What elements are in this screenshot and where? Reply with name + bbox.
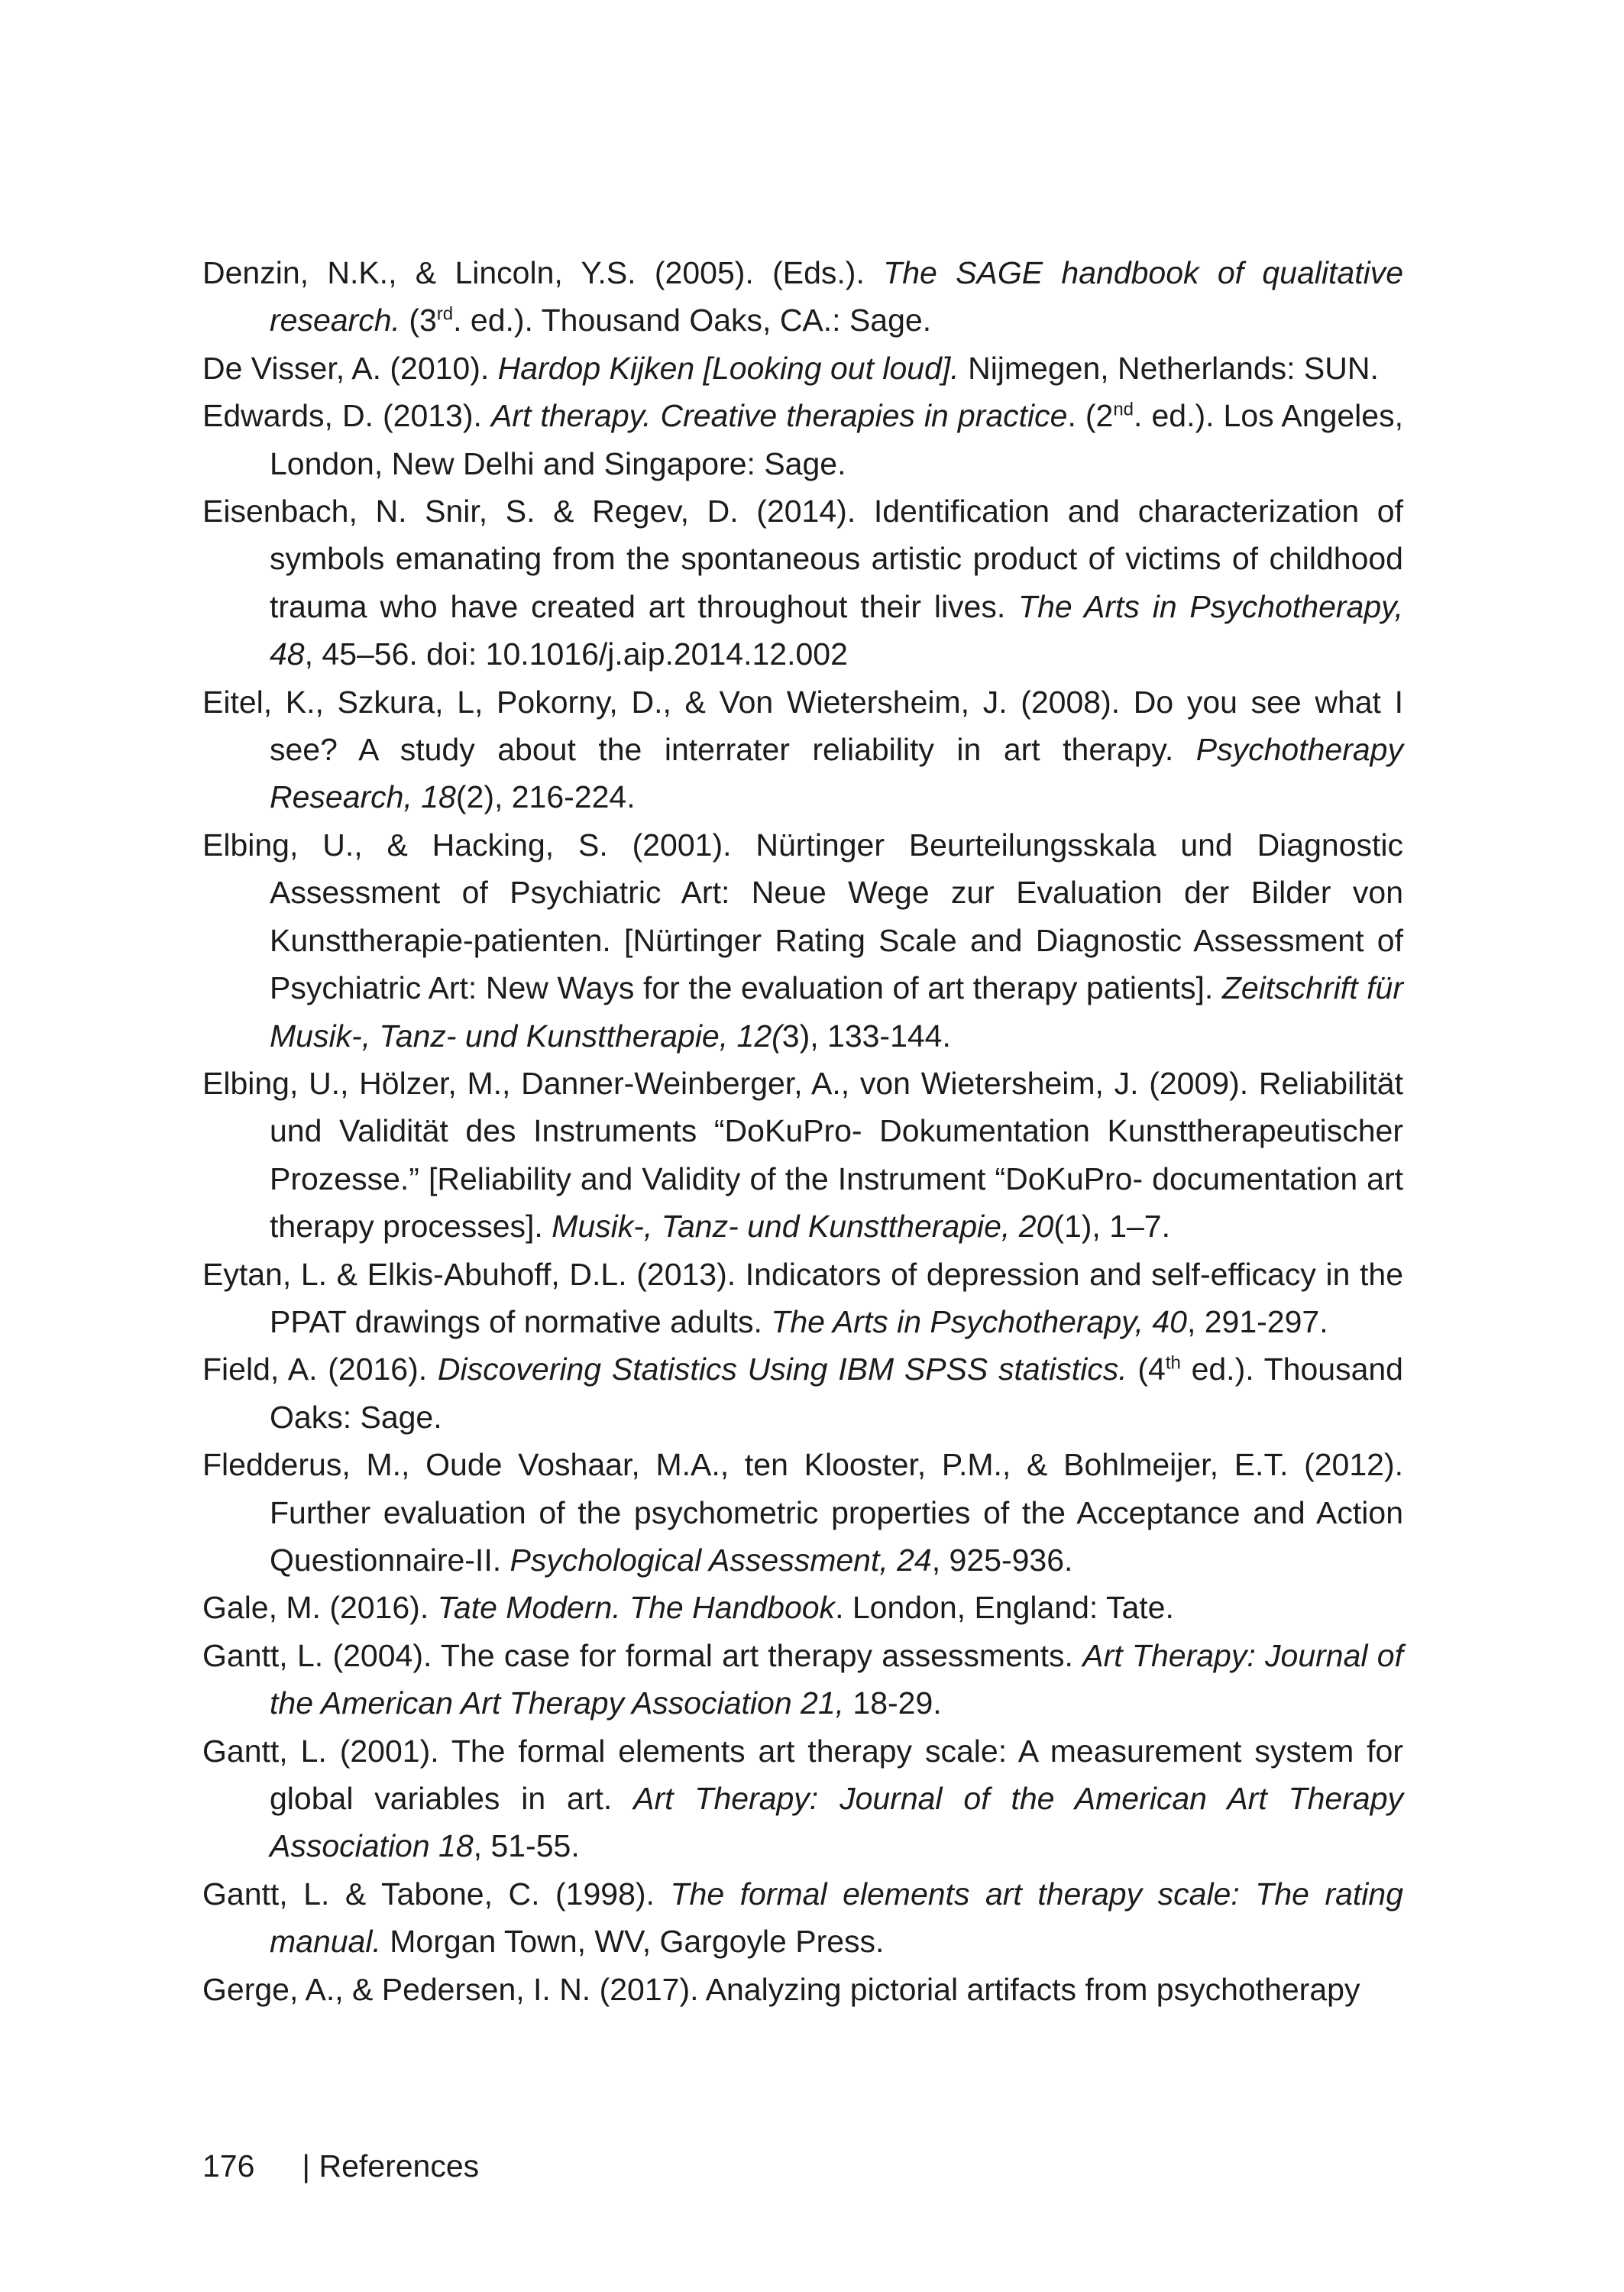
reference-title-italic: Hardop Kijken [Looking out loud]. <box>497 350 959 386</box>
ordinal-suffix: th <box>1165 1352 1181 1374</box>
reference-title-italic: Tate Modern. The Handbook <box>437 1590 836 1626</box>
reference-text: , 45–56. doi: 10.1016/j.aip.2014.12.002 <box>304 636 848 672</box>
reference-text: , 291-297. <box>1186 1303 1328 1339</box>
reference-text: Fledderus, M., Oude Voshaar, M.A., ten Klooster, P.M., & Bohlmeijer, E.T. (2012). Further evaluation of the psychometric properties of the Acceptance and Action Questionnaire-II. <box>202 1447 1403 1578</box>
ordinal-suffix: nd <box>1113 399 1134 420</box>
reference-entry <box>202 821 1403 1060</box>
reference-text: Gantt, L. (2004). The case for formal art therapy assessments. <box>202 1637 1083 1673</box>
reference-text: (2), 216-224. <box>455 779 636 815</box>
reference-text: . ed.). Thousand Oaks, CA.: Sage. <box>453 303 932 338</box>
reference-text: (3 <box>400 303 437 338</box>
reference-text: Elbing, U., Hölzer, M., Danner-Weinberger, A., von Wietersheim, J. (2009). Reliabilität und Validität des Instruments “DoKuPro- Dokumentation Kunsttherapeutischer Prozesse.” [Reliability and Validity of the Instrument “DoKuPro- documentation art therapy processes]. <box>202 1065 1403 1245</box>
ordinal-suffix: rd <box>436 303 454 325</box>
reference-text: Eytan, L. & Elkis-Abuhoff, D.L. (2013). Indicators of depression and self-efficacy in the PPAT drawings of normative adults. <box>202 1256 1403 1339</box>
reference-title-italic: The Arts in Psychotherapy, 48 <box>270 588 1403 672</box>
reference-text: Denzin, N.K., & Lincoln, Y.S. (2005). (Eds.). <box>202 255 884 290</box>
reference-entry <box>202 1060 1403 1251</box>
reference-text: , 51-55. <box>473 1828 580 1864</box>
reference-text: Elbing, U., & Hacking, S. (2001). Nürtinger Beurteilungsskala und Diagnostic Assessment of Psychiatric Art: Neue Wege zur Evaluation der Bilder von Kunsttherapie-patienten. [Nürtinger Rating Scale and Diagnostic Assessment of Psychiatric Art: New Ways for the evaluation of art therapy patients]. <box>202 827 1403 1006</box>
reference-text: Eisenbach, N. Snir, S. & Regev, D. (2014). Identification and characterization of symbols emanating from the spontaneous artistic product of victims of childhood trauma who have created art throughout their lives. <box>202 494 1403 624</box>
reference-entry <box>202 1966 1403 2013</box>
reference-text: De Visser, A. (2010). <box>202 350 498 386</box>
reference-text: Nijmegen, Netherlands: SUN. <box>959 350 1379 386</box>
reference-title-italic: The formal elements art therapy scale: The rating manual. <box>270 1876 1404 1960</box>
reference-entry <box>202 249 1403 345</box>
reference-text: , 925-936. <box>931 1542 1073 1578</box>
reference-text: 18-29. <box>844 1685 942 1721</box>
reference-text: (1), 1–7. <box>1053 1209 1171 1245</box>
reference-text: . (2 <box>1067 398 1114 434</box>
reference-title-italic: The SAGE handbook of qualitative research. <box>270 255 1403 338</box>
reference-title-italic: Psychological Assessment, 24 <box>510 1542 932 1578</box>
reference-title-italic: Discovering Statistics Using IBM SPSS statistics. <box>437 1352 1127 1387</box>
reference-text: Eitel, K., Szkura, L, Pokorny, D., & Von Wietersheim, J. (2008). Do you see what I see? A study about the interrater reliability in art therapy. <box>202 684 1403 768</box>
reference-text: Gantt, L. (2001). The formal elements art therapy scale: A measurement system for global variables in art. <box>202 1733 1403 1816</box>
reference-title-italic: Art Therapy: Journal of the American Art Therapy Association 21, <box>270 1637 1403 1721</box>
reference-entry <box>202 345 1403 392</box>
reference-text: 3), 133-144. <box>781 1018 951 1054</box>
page-number: 176 <box>202 2148 255 2184</box>
reference-entry <box>202 487 1403 678</box>
reference-entry <box>202 392 1403 487</box>
reference-text: Edwards, D. (2013). <box>202 398 491 434</box>
reference-text: . London, England: Tate. <box>835 1590 1174 1626</box>
reference-title-italic: Art Therapy: Journal of the American Art Therapy Association 18 <box>270 1781 1403 1864</box>
reference-text: (4 <box>1127 1352 1166 1387</box>
reference-text: . ed.). Los Angeles, London, New Delhi and Singapore: Sage. <box>270 398 1403 481</box>
reference-text: ed.). Thousand Oaks: Sage. <box>270 1352 1403 1435</box>
reference-entry <box>202 1632 1403 1727</box>
reference-text: Gale, M. (2016). <box>202 1590 438 1626</box>
reference-title-italic: The Arts in Psychotherapy, 40 <box>771 1303 1187 1339</box>
reference-entry <box>202 1584 1403 1631</box>
reference-text: Gantt, L. & Tabone, C. (1998). <box>202 1876 671 1912</box>
reference-text: Morgan Town, WV, Gargoyle Press. <box>380 1924 885 1960</box>
reference-entry <box>202 1345 1403 1441</box>
reference-title-italic: Musik-, Tanz- und Kunsttherapie, 20 <box>552 1209 1054 1245</box>
reference-text: Gerge, A., & Pedersen, I. N. (2017). Analyzing pictorial artifacts from psychotherapy <box>202 1971 1360 2007</box>
reference-text: Field, A. (2016). <box>202 1352 438 1387</box>
reference-list <box>202 249 1403 2013</box>
reference-title-italic: Art therapy. Creative therapies in practice <box>490 398 1068 434</box>
reference-title-italic: Zeitschrift für Musik-, Tanz- und Kunsttherapie, 12( <box>270 970 1403 1054</box>
reference-entry <box>202 678 1403 821</box>
reference-entry <box>202 1727 1403 1870</box>
page-footer <box>202 2147 479 2185</box>
reference-title-italic: Psychotherapy Research, 18 <box>270 732 1403 815</box>
running-section-title: | References <box>302 2148 480 2184</box>
reference-entry <box>202 1251 1403 1346</box>
reference-entry <box>202 1870 1403 1966</box>
reference-entry <box>202 1441 1403 1584</box>
